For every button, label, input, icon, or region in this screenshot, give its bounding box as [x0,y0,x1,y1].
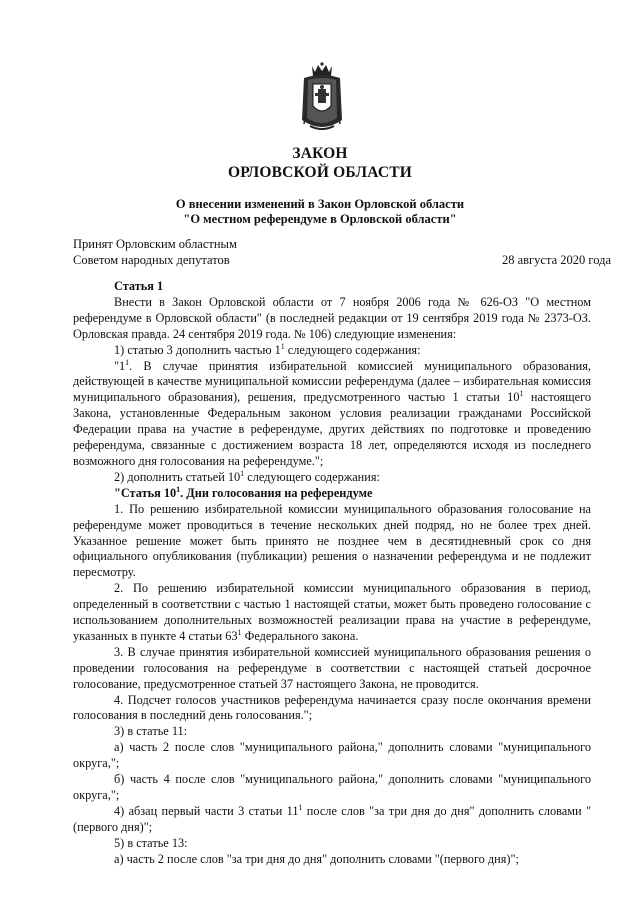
new-article-heading: "Статья $10^1$. Дни голосования на референдуме [114,484,373,500]
law-region-title: ОРЛОВСКОЙ ОБЛАСТИ [227,164,413,181]
article-heading: Статья 1 [114,279,164,293]
amendment-item-4: 4) абзац первый части 3 статьи $11^1$ после слов "за три дня до дня" дополнить словами "(первого дня)"; [73,802,591,834]
new-article-part-3: 3. В случае принятия избирательной комиссией муниципального образования решения о проведении голосования на референдуме в соответствии с настоящей статьей досрочное голосование, предусмотренное статьей 37 настоящего Закона, не проводится. [73,644,591,691]
coat-of-arms-icon [298,62,346,134]
amendment-item-3b: б) часть 4 после слов "муниципального района," дополнить словами "муниципального округа,"; [73,772,591,802]
amendment-item-3: 3) в статье 11: [114,724,188,739]
law-body [73,279,591,868]
amendment-item-3a: а) часть 2 после слов "муниципального района," дополнить словами "муниципального округа,"; [73,740,591,771]
law-title: ЗАКОН [292,145,348,162]
adopted-by-line1: Принят Орловским областным [73,237,237,251]
amendment-item-5a: а) часть 2 после слов "за три дня до дня" дополнить словами "(первого дня)"; [114,851,519,866]
law-subtitle-line1: О внесении изменений в Закон Орловской области [175,197,465,211]
new-article-part-2: 2. По решению избирательной комиссии муниципального образования в период, определенный в соответствии с частью 1 настоящей статьи, может быть проведено голосование с использованием дополнительных возможностей реализации права на участие в референдуме, указанных в пункте 4 статьи $63^1$ Федерального закона. [73,581,591,643]
new-article-part-4: 4. Подсчет голосов участников референдума начинается сразу после окончания времени голосования в последний день голосования."; [73,692,591,723]
amendment-quote-1: "$1^1$. В случае принятия избирательной комиссией муниципального образования, действующей в качестве муниципальной комиссии референдума (далее – избирательная комиссия муниципального образования), решения, предусмотренного частью 1 статьи $10^1$ настоящего Закона, установленные Федеральным законом условия реализации гражданами Российской Федерации права на участие в референдуме, других действиях по подготовке и проведению референдума, связанные с достижением возраста 18 лет, определяются исходя из последнего возможного дня голосования на референдуме."; [73,357,591,468]
article-intro: Внести в Закон Орловской области от 7 ноября 2006 года № 626-ОЗ "О местном референдуме в Орловской области" (в последней редакции от 19 сентября 2019 года № 2373-ОЗ. Орловская правда. 24 сентября 2019 года. № 106) следующие изменения: [73,294,591,341]
new-article-part-1: 1. По решению избирательной комиссии муниципального образования голосование на референдуме может проводиться в течение нескольких дней подряд, но не более трех дней. Указанное решение может быть принято не позднее чем в десятидневный срок со дня официального опубликования (публикации) решения о назначении референдума и не подлежит пересмотру. [73,501,591,580]
amendment-item-1: 1) статью 3 дополнить частью $1^1$ следующего содержания: [114,341,421,357]
amendment-item-5: 5) в статье 13: [114,835,188,850]
adopted-by-line2: Советом народных депутатов [73,253,230,267]
amendment-item-2: 2) дополнить статьей $10^1$ следующего содержания: [114,468,380,484]
adoption-date: 28 августа 2020 года [501,253,611,267]
law-subtitle-line2: "О местном референдуме в Орловской области" [183,212,457,226]
